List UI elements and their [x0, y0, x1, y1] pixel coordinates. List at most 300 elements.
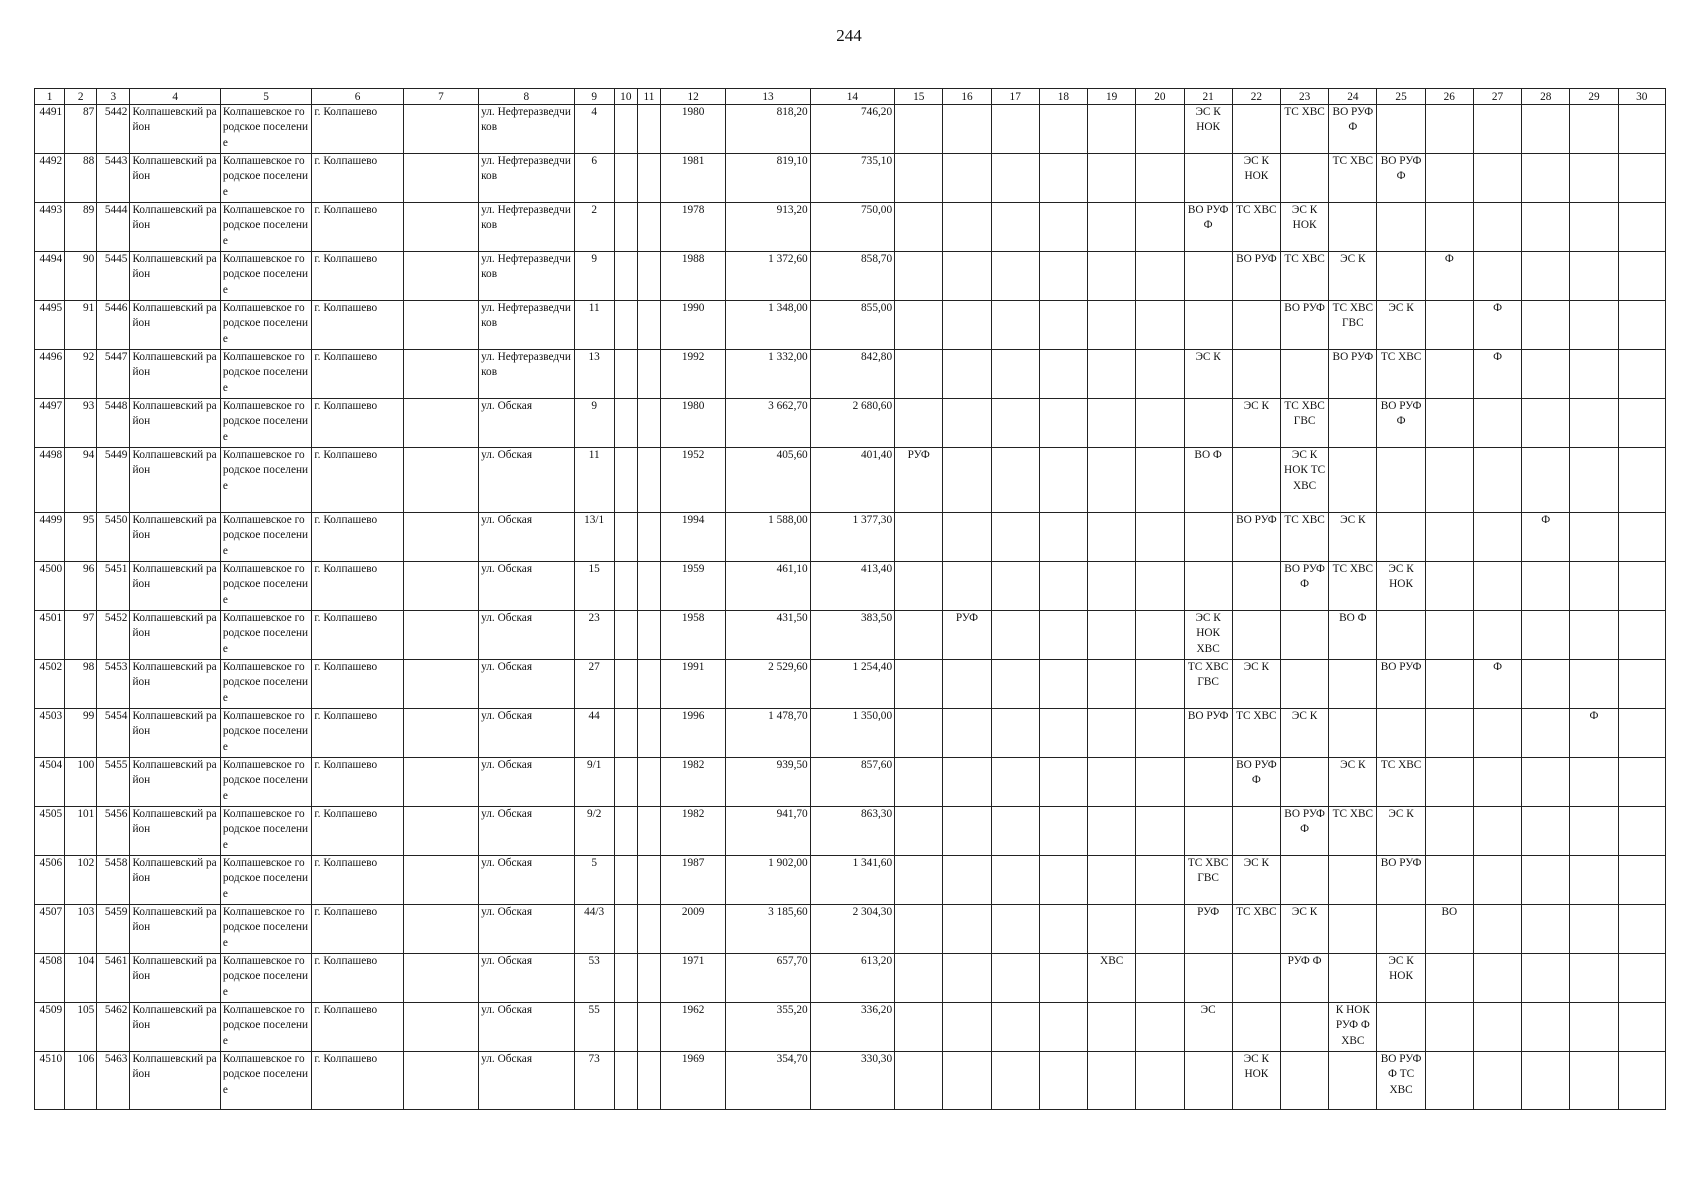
cell-col-28 — [1522, 856, 1570, 905]
code-line: ХВС — [1100, 955, 1124, 967]
cell-col-8: ул. Нефтеразведчиков — [479, 203, 574, 252]
cell-col-23 — [1280, 1003, 1328, 1052]
code-line: ГВС — [1342, 317, 1364, 330]
cell-col-25 — [1377, 105, 1425, 154]
cell-col-27 — [1473, 709, 1521, 758]
cell-col-18 — [1039, 856, 1087, 905]
cell-col-6: г. Колпашево — [312, 660, 403, 709]
cell-col-12: 1994 — [660, 513, 725, 562]
cell-col-12: 1988 — [660, 252, 725, 301]
cell-col-13: 1 902,00 — [726, 856, 810, 905]
cell-col-10 — [614, 905, 637, 954]
cell-col-5: Колпашевское городское поселение — [220, 856, 311, 905]
cell-col-12: 1958 — [660, 611, 725, 660]
cell-col-23 — [1280, 758, 1328, 807]
cell-col-12: 1962 — [660, 1003, 725, 1052]
cell-col-1: 4499 — [35, 513, 65, 562]
cell-col-18 — [1039, 807, 1087, 856]
cell-col-29 — [1570, 562, 1618, 611]
code-line: ВО РУФ — [1187, 710, 1229, 722]
cell-col-30 — [1618, 105, 1665, 154]
cell-col-17 — [991, 856, 1039, 905]
cell-col-26 — [1425, 954, 1473, 1003]
cell-col-11 — [637, 562, 660, 611]
code-line: НОК — [1292, 219, 1317, 232]
cell-col-21 — [1184, 709, 1232, 758]
cell-col-15 — [895, 856, 943, 905]
cell-col-7 — [403, 399, 478, 448]
cell-col-9: 9 — [574, 252, 614, 301]
cell-col-10 — [614, 562, 637, 611]
code-line: ЭС К — [1195, 351, 1221, 363]
cell-col-7 — [403, 758, 478, 807]
cell-col-9: 9/2 — [574, 807, 614, 856]
cell-col-15 — [895, 448, 943, 513]
code-line: ТС ХВС — [1332, 155, 1374, 167]
cell-col-28 — [1522, 399, 1570, 448]
cell-col-19 — [1088, 905, 1136, 954]
cell-col-7 — [403, 1003, 478, 1052]
cell-col-28 — [1522, 709, 1570, 758]
code-line: Ф — [1348, 121, 1358, 134]
cell-col-11 — [637, 203, 660, 252]
cell-col-10 — [614, 1052, 637, 1110]
cell-col-25 — [1377, 856, 1425, 905]
code-line: ЭС К — [1291, 710, 1318, 722]
cell-col-29 — [1570, 301, 1618, 350]
cell-col-27 — [1473, 513, 1521, 562]
cell-col-1: 4506 — [35, 856, 65, 905]
cell-col-19 — [1088, 758, 1136, 807]
cell-col-22 — [1232, 954, 1280, 1003]
cell-col-12: 1971 — [660, 954, 725, 1003]
cell-col-17 — [991, 154, 1039, 203]
cell-col-1: 4496 — [35, 350, 65, 399]
cell-col-5: Колпашевское городское поселение — [220, 448, 311, 513]
cell-col-17 — [991, 954, 1039, 1003]
cell-col-24 — [1329, 350, 1377, 399]
cell-col-18 — [1039, 154, 1087, 203]
cell-col-1: 4509 — [35, 1003, 65, 1052]
table-row — [35, 807, 1666, 856]
cell-col-19 — [1088, 301, 1136, 350]
code-line: ТС ХВС — [1380, 351, 1422, 363]
cell-col-8: ул. Обская — [479, 807, 574, 856]
cell-col-26 — [1425, 350, 1473, 399]
code-line: ЭС К — [1243, 857, 1270, 869]
cell-col-1: 4492 — [35, 154, 65, 203]
cell-col-5: Колпашевское городское поселение — [220, 252, 311, 301]
column-header-5: 5 — [220, 89, 311, 105]
code-line: РУФ — [1197, 906, 1220, 918]
column-header-9: 9 — [574, 89, 614, 105]
cell-col-21 — [1184, 350, 1232, 399]
cell-col-12: 1996 — [660, 709, 725, 758]
code-line: ВО РУФ — [1380, 1053, 1422, 1065]
cell-col-26 — [1425, 105, 1473, 154]
code-line: ЭС К — [1291, 906, 1318, 918]
cell-col-11 — [637, 513, 660, 562]
cell-col-7 — [403, 105, 478, 154]
cell-col-2: 89 — [65, 203, 97, 252]
cell-col-19 — [1088, 611, 1136, 660]
cell-col-26 — [1425, 611, 1473, 660]
cell-col-10 — [614, 203, 637, 252]
cell-col-24 — [1329, 1003, 1377, 1052]
cell-col-16 — [943, 954, 991, 1003]
code-line: ТС ХВС — [1284, 253, 1325, 265]
code-line: Ф — [1541, 514, 1551, 526]
cell-col-5: Колпашевское городское поселение — [220, 1003, 311, 1052]
cell-col-6: г. Колпашево — [312, 709, 403, 758]
cell-col-24 — [1329, 203, 1377, 252]
cell-col-29 — [1570, 807, 1618, 856]
cell-col-12: 1982 — [660, 807, 725, 856]
code-line: ГВС — [1293, 415, 1316, 428]
cell-col-10 — [614, 807, 637, 856]
cell-col-11 — [637, 758, 660, 807]
cell-col-21 — [1184, 807, 1232, 856]
cell-col-4: Колпашевский район — [130, 611, 220, 660]
cell-col-27 — [1473, 252, 1521, 301]
cell-col-23 — [1280, 350, 1328, 399]
cell-col-3: 5449 — [97, 448, 130, 513]
cell-col-7 — [403, 350, 478, 399]
cell-col-30 — [1618, 252, 1665, 301]
code-line: ТС ХВС — [1236, 710, 1277, 722]
cell-col-24 — [1329, 448, 1377, 513]
cell-col-3: 5458 — [97, 856, 130, 905]
cell-col-19 — [1088, 105, 1136, 154]
cell-col-16 — [943, 562, 991, 611]
cell-col-27 — [1473, 905, 1521, 954]
cell-col-24 — [1329, 154, 1377, 203]
cell-col-3: 5444 — [97, 203, 130, 252]
cell-col-13: 1 372,60 — [726, 252, 810, 301]
cell-col-25 — [1377, 1052, 1425, 1110]
cell-col-1: 4494 — [35, 252, 65, 301]
cell-col-4: Колпашевский район — [130, 105, 220, 154]
cell-col-2: 102 — [65, 856, 97, 905]
cell-col-18 — [1039, 399, 1087, 448]
cell-col-10 — [614, 105, 637, 154]
code-line: НОК — [1244, 1068, 1269, 1081]
table-row — [35, 954, 1666, 1003]
cell-col-6: г. Колпашево — [312, 1003, 403, 1052]
cell-col-2: 104 — [65, 954, 97, 1003]
code-line: Ф — [1300, 578, 1310, 591]
code-line: ХВС — [1196, 642, 1220, 655]
cell-col-1: 4507 — [35, 905, 65, 954]
cell-col-13: 405,60 — [726, 448, 810, 513]
code-line: НОК — [1244, 170, 1269, 183]
column-header-20: 20 — [1136, 89, 1184, 105]
cell-col-17 — [991, 203, 1039, 252]
cell-col-19 — [1088, 807, 1136, 856]
cell-col-17 — [991, 350, 1039, 399]
cell-col-24 — [1329, 399, 1377, 448]
cell-col-22 — [1232, 1003, 1280, 1052]
cell-col-28 — [1522, 448, 1570, 513]
code-line: ВО РУФ — [1380, 661, 1422, 673]
cell-col-21 — [1184, 562, 1232, 611]
cell-col-30 — [1618, 660, 1665, 709]
table-row — [35, 856, 1666, 905]
cell-col-27 — [1473, 660, 1521, 709]
cell-col-11 — [637, 154, 660, 203]
cell-col-14: 863,30 — [810, 807, 894, 856]
code-line: ЭС К — [1243, 400, 1270, 412]
cell-col-29 — [1570, 154, 1618, 203]
column-header-16: 16 — [943, 89, 991, 105]
cell-col-2: 95 — [65, 513, 97, 562]
code-line: ВО — [1441, 906, 1458, 918]
cell-col-4: Колпашевский район — [130, 448, 220, 513]
cell-col-21 — [1184, 301, 1232, 350]
code-line: ТС ХВС — [1380, 759, 1422, 771]
column-header-19: 19 — [1088, 89, 1136, 105]
cell-col-9: 2 — [574, 203, 614, 252]
code-line: ЭС К — [1243, 1053, 1270, 1065]
column-header-28: 28 — [1522, 89, 1570, 105]
cell-col-12: 1987 — [660, 856, 725, 905]
cell-col-15 — [895, 399, 943, 448]
code-line: ЭС К — [1388, 808, 1414, 820]
cell-col-22 — [1232, 513, 1280, 562]
code-line: РУФ Ф — [1335, 1019, 1370, 1032]
cell-col-9: 13/1 — [574, 513, 614, 562]
code-line: ЭС К — [1388, 955, 1414, 967]
code-line: ТС ХВС — [1236, 906, 1277, 918]
register-table — [34, 88, 1666, 1110]
cell-col-20 — [1136, 758, 1184, 807]
code-line: Ф — [1493, 302, 1502, 314]
cell-col-27 — [1473, 301, 1521, 350]
cell-col-15 — [895, 350, 943, 399]
cell-col-15 — [895, 105, 943, 154]
table-row — [35, 448, 1666, 513]
cell-col-20 — [1136, 105, 1184, 154]
cell-col-3: 5451 — [97, 562, 130, 611]
cell-col-30 — [1618, 905, 1665, 954]
cell-col-11 — [637, 856, 660, 905]
cell-col-13: 913,20 — [726, 203, 810, 252]
cell-col-14: 2 304,30 — [810, 905, 894, 954]
cell-col-16 — [943, 399, 991, 448]
cell-col-25 — [1377, 954, 1425, 1003]
cell-col-12: 1952 — [660, 448, 725, 513]
code-line: ВО РУФ — [1380, 155, 1422, 167]
code-line: Ф — [1396, 170, 1406, 183]
cell-col-23 — [1280, 660, 1328, 709]
cell-col-15 — [895, 203, 943, 252]
table-row — [35, 301, 1666, 350]
cell-col-20 — [1136, 660, 1184, 709]
cell-col-1: 4503 — [35, 709, 65, 758]
cell-col-22 — [1232, 709, 1280, 758]
cell-col-3: 5461 — [97, 954, 130, 1003]
cell-col-21 — [1184, 1052, 1232, 1110]
code-line: ВО РУФ — [1236, 514, 1277, 526]
cell-col-28 — [1522, 1003, 1570, 1052]
cell-col-12: 2009 — [660, 905, 725, 954]
cell-col-23 — [1280, 252, 1328, 301]
cell-col-11 — [637, 807, 660, 856]
cell-col-4: Колпашевский район — [130, 660, 220, 709]
cell-col-3: 5447 — [97, 350, 130, 399]
cell-col-17 — [991, 660, 1039, 709]
cell-col-8: ул. Нефтеразведчиков — [479, 252, 574, 301]
table-row — [35, 758, 1666, 807]
cell-col-2: 92 — [65, 350, 97, 399]
cell-col-2: 96 — [65, 562, 97, 611]
code-line: НОК — [1196, 627, 1221, 640]
cell-col-18 — [1039, 1052, 1087, 1110]
cell-col-15 — [895, 154, 943, 203]
cell-col-18 — [1039, 758, 1087, 807]
code-line: ЭС К — [1291, 449, 1318, 461]
cell-col-23 — [1280, 905, 1328, 954]
code-line: Ф ТС — [1387, 1068, 1415, 1081]
cell-col-25 — [1377, 758, 1425, 807]
cell-col-9: 23 — [574, 611, 614, 660]
cell-col-23 — [1280, 709, 1328, 758]
cell-col-8: ул. Обская — [479, 1052, 574, 1110]
cell-col-2: 88 — [65, 154, 97, 203]
column-header-3: 3 — [97, 89, 130, 105]
cell-col-18 — [1039, 611, 1087, 660]
cell-col-27 — [1473, 954, 1521, 1003]
cell-col-13: 1 478,70 — [726, 709, 810, 758]
cell-col-11 — [637, 1052, 660, 1110]
cell-col-29 — [1570, 758, 1618, 807]
cell-col-4: Колпашевский район — [130, 203, 220, 252]
cell-col-28 — [1522, 954, 1570, 1003]
cell-col-3: 5443 — [97, 154, 130, 203]
cell-col-2: 98 — [65, 660, 97, 709]
cell-col-6: г. Колпашево — [312, 301, 403, 350]
code-line: ВО РУФ — [1236, 759, 1277, 771]
column-header-15: 15 — [895, 89, 943, 105]
cell-col-15 — [895, 660, 943, 709]
cell-col-29 — [1570, 399, 1618, 448]
cell-col-17 — [991, 448, 1039, 513]
cell-col-4: Колпашевский район — [130, 252, 220, 301]
cell-col-3: 5454 — [97, 709, 130, 758]
cell-col-11 — [637, 105, 660, 154]
cell-col-10 — [614, 954, 637, 1003]
cell-col-18 — [1039, 660, 1087, 709]
cell-col-4: Колпашевский район — [130, 350, 220, 399]
code-line: ВО РУФ — [1332, 351, 1374, 363]
cell-col-2: 87 — [65, 105, 97, 154]
cell-col-20 — [1136, 905, 1184, 954]
cell-col-20 — [1136, 856, 1184, 905]
code-line: ЭС К — [1195, 106, 1221, 118]
cell-col-4: Колпашевский район — [130, 562, 220, 611]
table-row — [35, 154, 1666, 203]
cell-col-8: ул. Обская — [479, 758, 574, 807]
cell-col-3: 5442 — [97, 105, 130, 154]
cell-col-13: 431,50 — [726, 611, 810, 660]
cell-col-12: 1980 — [660, 399, 725, 448]
cell-col-20 — [1136, 399, 1184, 448]
cell-col-1: 4502 — [35, 660, 65, 709]
column-header-10: 10 — [614, 89, 637, 105]
cell-col-13: 657,70 — [726, 954, 810, 1003]
cell-col-18 — [1039, 513, 1087, 562]
column-header-17: 17 — [991, 89, 1039, 105]
cell-col-5: Колпашевское городское поселение — [220, 513, 311, 562]
cell-col-21 — [1184, 105, 1232, 154]
cell-col-19 — [1088, 709, 1136, 758]
cell-col-20 — [1136, 513, 1184, 562]
cell-col-16 — [943, 1003, 991, 1052]
cell-col-5: Колпашевское городское поселение — [220, 350, 311, 399]
cell-col-8: ул. Обская — [479, 856, 574, 905]
cell-col-9: 73 — [574, 1052, 614, 1110]
cell-col-23 — [1280, 399, 1328, 448]
cell-col-30 — [1618, 611, 1665, 660]
cell-col-30 — [1618, 301, 1665, 350]
cell-col-26 — [1425, 513, 1473, 562]
cell-col-27 — [1473, 448, 1521, 513]
cell-col-15 — [895, 1003, 943, 1052]
cell-col-7 — [403, 1052, 478, 1110]
code-line: ВО РУФ — [1332, 106, 1374, 118]
cell-col-5: Колпашевское городское поселение — [220, 709, 311, 758]
cell-col-2: 91 — [65, 301, 97, 350]
column-header-22: 22 — [1232, 89, 1280, 105]
cell-col-28 — [1522, 905, 1570, 954]
cell-col-29 — [1570, 203, 1618, 252]
code-line: ЭС К — [1388, 563, 1414, 575]
cell-col-13: 1 348,00 — [726, 301, 810, 350]
cell-col-30 — [1618, 448, 1665, 513]
cell-col-24 — [1329, 709, 1377, 758]
cell-col-15 — [895, 252, 943, 301]
cell-col-19 — [1088, 660, 1136, 709]
cell-col-4: Колпашевский район — [130, 709, 220, 758]
code-line: ЭС К — [1340, 253, 1366, 265]
cell-col-12: 1981 — [660, 154, 725, 203]
cell-col-5: Колпашевское городское поселение — [220, 301, 311, 350]
cell-col-18 — [1039, 1003, 1087, 1052]
cell-col-28 — [1522, 513, 1570, 562]
cell-col-24 — [1329, 758, 1377, 807]
cell-col-3: 5450 — [97, 513, 130, 562]
cell-col-2: 94 — [65, 448, 97, 513]
cell-col-29 — [1570, 1003, 1618, 1052]
cell-col-28 — [1522, 758, 1570, 807]
cell-col-8: ул. Обская — [479, 562, 574, 611]
column-header-30: 30 — [1618, 89, 1665, 105]
cell-col-16 — [943, 252, 991, 301]
cell-col-16 — [943, 203, 991, 252]
cell-col-12: 1991 — [660, 660, 725, 709]
table-row — [35, 1003, 1666, 1052]
cell-col-6: г. Колпашево — [312, 562, 403, 611]
table-row — [35, 611, 1666, 660]
cell-col-4: Колпашевский район — [130, 1052, 220, 1110]
cell-col-29 — [1570, 1052, 1618, 1110]
cell-col-1: 4500 — [35, 562, 65, 611]
cell-col-6: г. Колпашево — [312, 807, 403, 856]
code-line: НОК ТС — [1284, 464, 1326, 477]
cell-col-23 — [1280, 203, 1328, 252]
cell-col-2: 90 — [65, 252, 97, 301]
table-row — [35, 252, 1666, 301]
